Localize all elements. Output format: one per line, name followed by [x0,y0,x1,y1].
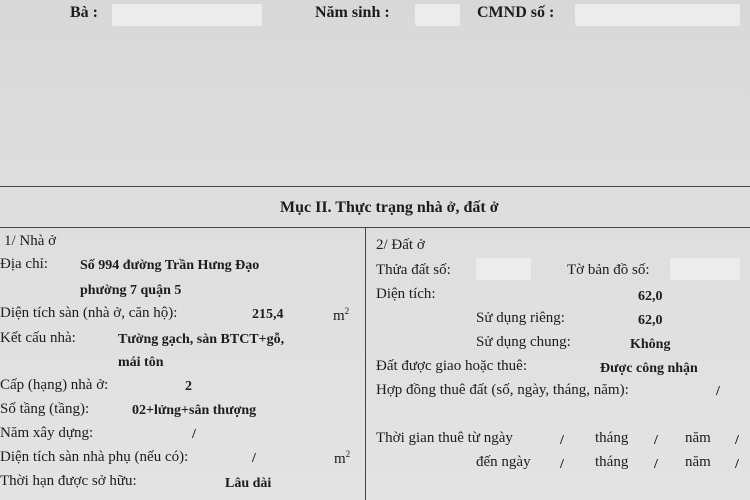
ownership-term-value: Lâu dài [225,476,272,491]
map-sheet-label: Tờ bản đồ số: [567,262,650,278]
aux-area-value: / [252,451,256,466]
lease-contract-label: Hợp đồng thuê đất (số, ngày, tháng, năm): [376,382,629,398]
lease-to-label: đến ngày [476,454,531,470]
redacted-name [112,4,262,26]
parcel-label: Thửa đất số: [376,262,451,278]
shared-use-value: Không [630,337,671,352]
redacted-map-sheet [670,258,740,280]
redacted-id-number [575,4,740,26]
lease-from-label: Thời gian thuê từ ngày [376,430,513,446]
lease-to-month-label: tháng [595,454,629,470]
land-area-label: Diện tích: [376,286,436,302]
section-title: Mục II. Thực trạng nhà ở, đất ở [280,199,499,216]
house-heading: 1/ Nhà ở [4,233,57,249]
floor-area-value: 215,4 [252,307,284,322]
lease-to-day: / [560,457,564,472]
lease-from-month-label: tháng [595,430,629,446]
table-top-border [0,186,750,187]
lease-from-year: / [735,433,739,448]
structure-label: Kết cấu nhà: [0,330,76,346]
aux-area-unit: $m^2$ [334,449,351,467]
year-built-value: / [192,427,196,442]
private-use-label: Sử dụng riêng: [476,310,565,326]
lease-to-year-label: năm [685,454,711,470]
column-divider [365,227,366,500]
lease-from-year-label: năm [685,430,711,446]
structure-line1: Tường gạch, sàn BTCT+gỗ, [118,332,285,347]
lease-to-year: / [735,457,739,472]
grade-label: Cấp (hạng) nhà ở: [0,377,109,393]
address-label: Địa chỉ: [0,256,48,272]
address-line2: phường 7 quận 5 [80,283,182,298]
lease-to-month: / [654,457,658,472]
floors-value: 02+lửng+sân thượng [132,403,257,418]
allocation-label: Đất được giao hoặc thuê: [376,358,528,374]
year-built-label: Năm xây dựng: [0,425,94,441]
lease-contract-value: / [716,384,720,399]
grade-value: 2 [185,379,192,394]
private-use-value: 62,0 [638,313,663,328]
birth-year-label: Năm sinh : [315,4,390,21]
section-title-divider [0,227,750,228]
id-number-label: CMND số : [477,4,555,21]
floor-area-label: Diện tích sàn (nhà ở, căn hộ): [0,305,178,321]
floors-label: Số tầng (tầng): [0,401,90,417]
lease-from-month: / [654,433,658,448]
aux-area-label: Diện tích sàn nhà phụ (nếu có): [0,449,189,465]
address-line1: Số 994 đường Trần Hưng Đạo [80,258,260,273]
floor-area-unit: $m^2$ [333,306,350,324]
land-area-value: 62,0 [638,289,663,304]
lease-from-day: / [560,433,564,448]
land-heading: 2/ Đất ở [376,237,425,253]
allocation-value: Được công nhận [600,361,698,376]
ba-label: Bà : [70,4,98,21]
ownership-term-label: Thời hạn được sở hữu: [0,473,137,489]
redacted-parcel-number [476,258,531,280]
structure-line2: mái tôn [118,355,164,370]
redacted-birth-year [415,4,460,26]
shared-use-label: Sử dụng chung: [476,334,571,350]
